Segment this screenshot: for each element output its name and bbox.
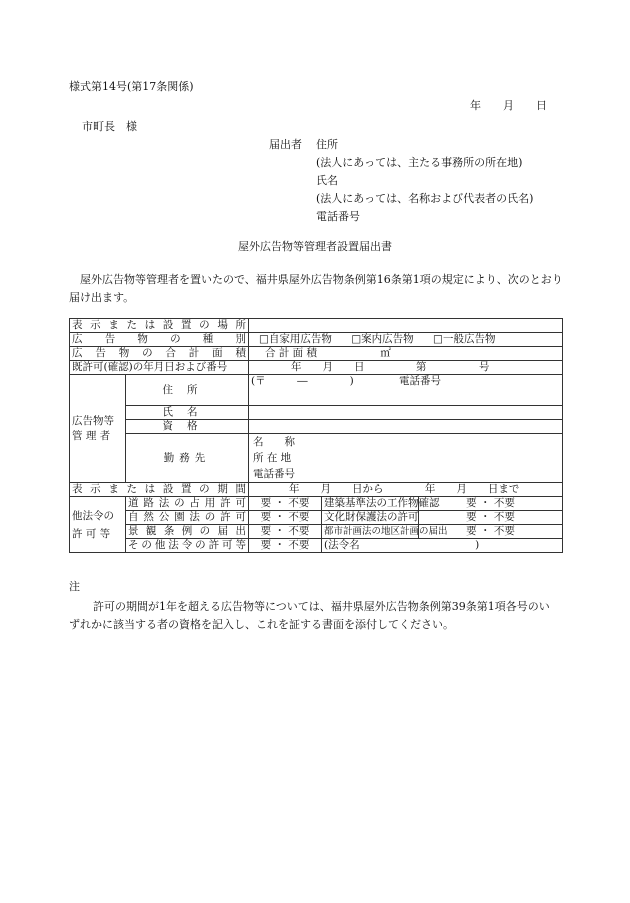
recipient: 市町長 様 — [82, 120, 137, 133]
applicant-label: 届出者 — [269, 138, 302, 151]
name-field[interactable] — [249, 406, 563, 420]
type-option-general[interactable]: □一般広告物 — [433, 333, 496, 345]
building-confirm-label: 建築基準法の工作物確認 — [322, 497, 419, 511]
name-label — [126, 406, 249, 420]
permit-date-label: 既許可(確認)の年月日および番号 — [70, 361, 249, 375]
location-field[interactable] — [249, 319, 563, 333]
address-label — [126, 375, 249, 406]
address-field[interactable] — [249, 375, 563, 406]
name-label-text: 氏名 — [162, 406, 212, 418]
workplace-field[interactable] — [249, 434, 563, 483]
road-permit-choice[interactable]: 要 ・ 不要 — [249, 497, 322, 511]
type-label: 広告物の種別 — [70, 333, 249, 347]
date-line: 年 月 日 — [470, 99, 547, 112]
road-permit-label: 道路法の占用許可 — [126, 497, 249, 511]
page-title: 屋外広告物等管理者設置届出書 — [238, 240, 392, 253]
qualification-field[interactable] — [249, 420, 563, 434]
period-from: 年 月 日から — [289, 483, 384, 495]
type-option-guide[interactable]: □案内広告物 — [351, 333, 414, 345]
note-text: 許可の期間が1年を超える広告物等については、福井県屋外広告物条例第39条第1項各号のいずれかに該当する者の資格を記入し、これを証する書面を添付してください。 — [69, 600, 550, 631]
other-law-label-line2: 許 可 等 — [72, 527, 111, 540]
applicant-address-note: (法人にあっては、主たる事務所の所在地) — [316, 156, 523, 169]
other-law-label — [70, 497, 126, 553]
workplace-address: 所 在 地 — [253, 452, 292, 464]
law-name-field[interactable]: (法令名 ) — [322, 539, 563, 553]
body-text: 屋外広告物等管理者を置いたので、福井県屋外広告物条例第16条第1項の規定により、次のとおり届け出ます。 — [69, 273, 563, 304]
heritage-permit-label: 文化財保護法の許可 — [322, 511, 419, 525]
district-notice-label: 都市計画法の地区計画の届出 — [322, 525, 419, 539]
district-notice-choice[interactable]: 要 ・ 不要 — [419, 525, 563, 539]
form-table — [69, 318, 563, 553]
total-area-value: 合 計 面 積 — [265, 347, 318, 359]
park-permit-label: 自然公園法の許可 — [126, 511, 249, 525]
park-permit-choice[interactable]: 要 ・ 不要 — [249, 511, 322, 525]
total-area-field[interactable] — [249, 347, 563, 361]
workplace-phone: 電話番号 — [253, 468, 295, 480]
manager-label-line2: 管 理 者 — [72, 429, 111, 442]
building-confirm-choice[interactable]: 要 ・ 不要 — [419, 497, 563, 511]
landscape-notice-label: 景観条例の届出 — [126, 525, 249, 539]
area-unit: ㎡ — [380, 347, 391, 359]
permit-date-field[interactable] — [249, 361, 563, 375]
applicant-name-note: (法人にあっては、名称および代表者の氏名) — [316, 192, 534, 205]
applicant-name: 氏名 — [316, 174, 338, 187]
type-option-private[interactable]: □自家用広告物 — [259, 333, 332, 345]
workplace-name: 名 称 — [253, 436, 295, 448]
applicant-phone: 電話番号 — [316, 210, 360, 223]
heritage-permit-choice[interactable]: 要 ・ 不要 — [419, 511, 563, 525]
qualification-label-text: 資格 — [162, 420, 212, 432]
other-permit-label: その他法令の許可等 — [126, 539, 249, 553]
permit-date-value: 年 月 日 — [291, 361, 365, 373]
period-to: 年 月 日まで — [424, 483, 520, 495]
location-label: 表示または設置の場所 — [70, 319, 249, 333]
period-label: 表示または設置の期間 — [70, 483, 249, 497]
address-label-text: 住所 — [162, 383, 212, 396]
workplace-label — [126, 434, 249, 483]
qualification-label — [126, 420, 249, 434]
postal-code: (〒 ― ) — [251, 375, 354, 387]
landscape-notice-choice[interactable]: 要 ・ 不要 — [249, 525, 322, 539]
other-permit-choice[interactable]: 要 ・ 不要 — [249, 539, 322, 553]
other-law-label-line1: 他法令の — [72, 509, 114, 522]
form-number: 様式第14号(第17条関係) — [69, 80, 194, 93]
type-options — [249, 333, 563, 347]
manager-label-line1: 広告物等 — [72, 414, 114, 427]
note-label: 注 — [69, 580, 80, 593]
phone-label: 電話番号 — [399, 375, 442, 387]
workplace-label-text: 勤務先 — [163, 451, 211, 464]
total-area-label: 広告物の合計面積 — [70, 347, 249, 361]
permit-number: 第 号 — [415, 361, 490, 373]
period-field[interactable] — [249, 483, 563, 497]
applicant-address: 住所 — [316, 138, 338, 151]
manager-label — [70, 375, 126, 483]
